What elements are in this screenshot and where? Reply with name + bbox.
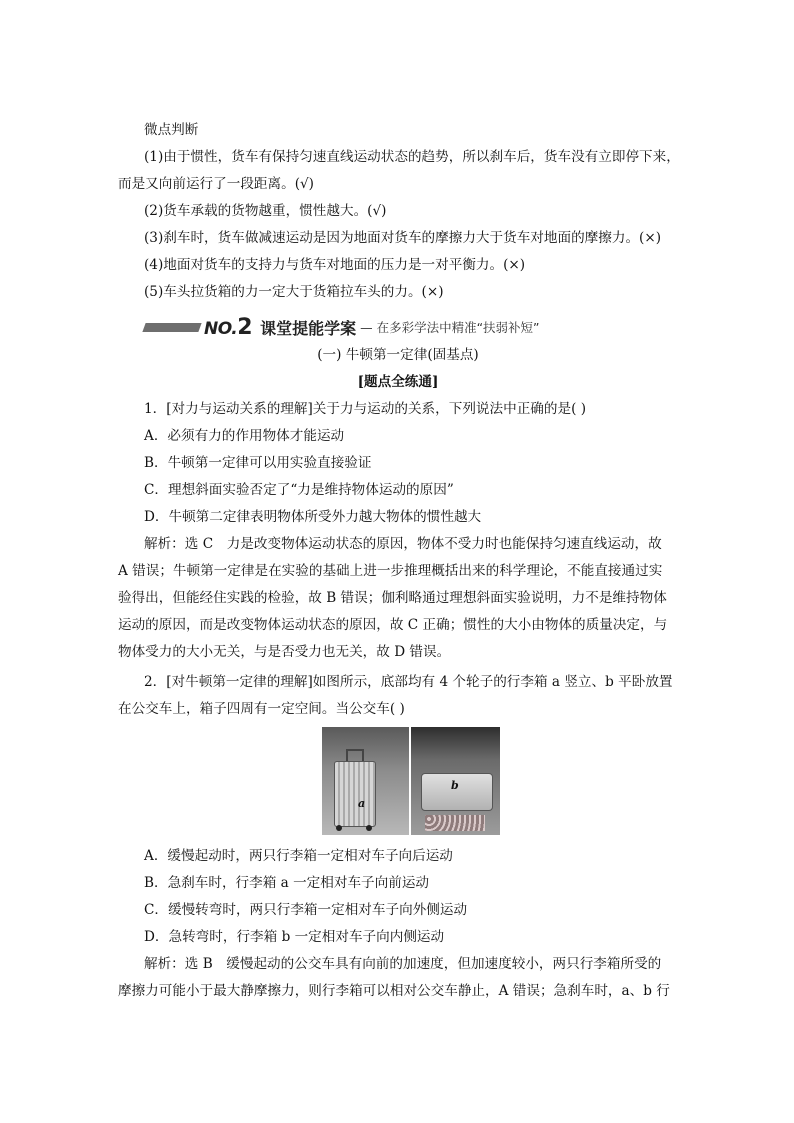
judgment-item-2: (2)货车承载的货物越重，惯性越大。(√) [144, 203, 387, 219]
section-title: (一) 牛顿第一定律(固基点) [317, 347, 479, 363]
q1-analysis-line-4: 运动的原因，而是改变物体运动状态的原因，故 C 正确；惯性的大小由物体的质量决定，与 [118, 617, 668, 633]
judgment-item-5: (5)车头拉货箱的力一定大于货箱拉车头的力。(×) [144, 284, 444, 300]
q2-analysis-line-1: 解析：选 B 缓慢起动的公交车具有向前的加速度，但加速度较小，两只行李箱所受的 [144, 956, 662, 972]
q1-option-a: A．必须有力的作用物体才能运动 [144, 428, 345, 444]
banner-subtitle: — 在多彩学法中精准“扶弱补短” [360, 320, 540, 335]
suitcase-a-shape [334, 761, 376, 827]
section-banner [144, 314, 684, 340]
q2-option-c: C．缓慢转弯时，两只行李箱一定相对车子向外侧运动 [144, 902, 468, 918]
banner-title: 课堂提能学案 [260, 318, 357, 338]
judgment-item-1-line-2: 而是又向前运行了一段距离。(√) [118, 176, 314, 192]
q1-option-b: B．牛顿第一定律可以用实验直接验证 [144, 455, 372, 471]
floor-mat [425, 815, 485, 831]
q1-option-c: C．理想斜面实验否定了“力是维持物体运动的原因” [144, 482, 454, 498]
q1-analysis-line-1: 解析：选 C 力是改变物体运动状态的原因，物体不受力时也能保持匀速直线运动，故 [144, 536, 662, 552]
label-b: b [451, 779, 459, 792]
q2-option-a: A．缓慢起动时，两只行李箱一定相对车子向后运动 [144, 848, 453, 864]
q1-analysis-line-5: 物体受力的大小无关，与是否受力也无关，故 D 错误。 [118, 644, 451, 660]
luggage-figure [322, 727, 500, 835]
banner-bar [142, 323, 201, 332]
wheel-icon [336, 825, 342, 831]
q1-analysis-line-3: 验得出，但能经住实践的检验，故 B 错误；伽利略通过理想斜面实验说明，力不是维持物体 [118, 590, 667, 606]
q2-stem-line-2: 在公交车上，箱子四周有一定空间。当公交车( ) [118, 701, 405, 717]
q1-analysis-line-2: A 错误；牛顿第一定律是在实验的基础上进一步推理概括出来的科学理论，不能直接通过实 [118, 563, 663, 579]
judgment-item-1-line-1: (1)由于惯性，货车有保持匀速直线运动状态的趋势，所以刹车后，货车没有立即停下来， [144, 149, 680, 165]
judgment-item-3: (3)刹车时，货车做减速运动是因为地面对货车的摩擦力大于货车对地面的摩擦力。(×) [144, 230, 662, 246]
wheel-icon [366, 825, 372, 831]
q2-stem-line-1: 2．[对牛顿第一定律的理解]如图所示，底部均有 4 个轮子的行李箱 a 竖立、b 平卧放置 [144, 674, 673, 690]
judgment-item-4: (4)地面对货车的支持力与货车对地面的压力是一对平衡力。(×) [144, 257, 526, 273]
banner-number: NO.2 [204, 314, 253, 340]
judgment-heading: 微点判断 [144, 122, 199, 138]
photo-suitcase-b [411, 727, 500, 835]
photo-suitcase-a [322, 727, 409, 835]
q2-option-d: D．急转弯时，行李箱 b 一定相对车子向内侧运动 [144, 929, 445, 945]
q1-stem: 1．[对力与运动关系的理解]关于力与运动的关系，下列说法中正确的是( ) [144, 401, 586, 417]
q1-option-d: D．牛顿第二定律表明物体所受外力越大物体的惯性越大 [144, 509, 482, 525]
label-a: a [358, 797, 366, 810]
section-subtitle: [题点全练通] [357, 374, 439, 390]
q2-analysis-line-2: 摩擦力可能小于最大静摩擦力，则行李箱可以相对公交车静止，A 错误；急刹车时，a、b 行 [118, 983, 670, 999]
q2-option-b: B．急刹车时，行李箱 a 一定相对车子向前运动 [144, 875, 430, 891]
